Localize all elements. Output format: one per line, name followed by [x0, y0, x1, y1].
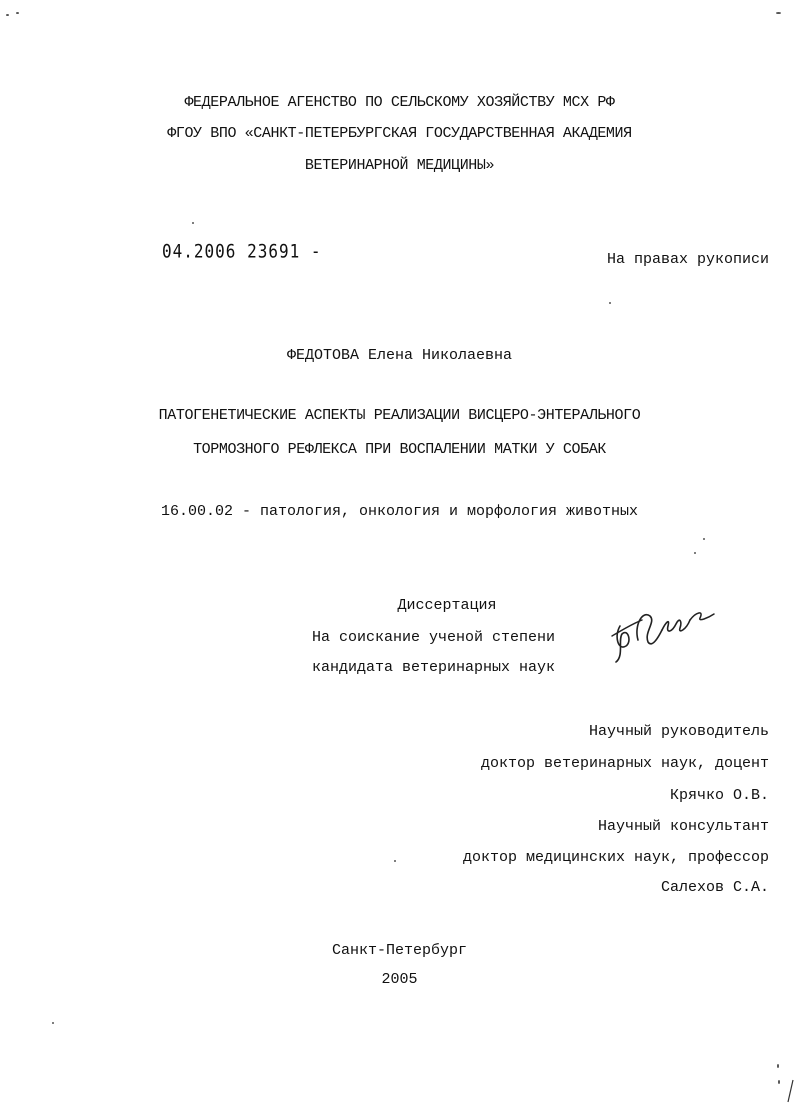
consultant-role: Научный консультант [597, 818, 769, 835]
scan-speck [52, 1022, 54, 1024]
specialty-code: 16.00.02 - патология, онкология и морфология животных [160, 503, 639, 520]
scan-speck [394, 860, 396, 862]
degree-line-3: кандидата ветеринарных наук [312, 659, 556, 676]
supervisor-role: Научный руководитель [588, 723, 769, 740]
author-name: ФЕДОТОВА Елена Николаевна [286, 347, 513, 364]
supervisor-degree: доктор ветеринарных наук, доцент [480, 755, 769, 772]
consultant-name: Салехов С.А. [660, 879, 769, 896]
year: 2005 [381, 971, 418, 988]
scan-speck [776, 12, 781, 14]
scan-speck [192, 222, 194, 224]
city: Санкт-Петербург [331, 942, 468, 959]
author-signature [608, 596, 718, 666]
scan-speck [16, 12, 19, 14]
scan-speck [703, 538, 705, 540]
institution-line-2: ФГОУ ВПО «САНКТ-ПЕТЕРБУРГСКАЯ ГОСУДАРСТВЕННАЯ АКАДЕМИЯ [167, 125, 632, 142]
institution-line-1: ФЕДЕРАЛЬНОЕ АГЕНСТВО ПО СЕЛЬСКОМУ ХОЗЯЙСТВУ МСХ РФ [184, 94, 615, 111]
scan-speck [6, 14, 9, 16]
scan-speck [778, 1080, 780, 1084]
manuscript-note: На правах рукописи [606, 251, 769, 268]
registration-number-stamp: 04.2006 23691 - [162, 240, 322, 262]
supervisor-name: Крячко О.В. [669, 787, 769, 804]
consultant-degree: доктор медицинских наук, профессор [462, 849, 769, 866]
title-line-2: ТОРМОЗНОГО РЕФЛЕКСА ПРИ ВОСПАЛЕНИИ МАТКИ У СОБАК [193, 441, 606, 458]
scan-speck [694, 552, 696, 554]
dissertation-label: Диссертация [397, 597, 497, 614]
scan-speck [609, 302, 611, 304]
degree-line-2: На соискание ученой степени [312, 629, 556, 646]
scan-mark [784, 1078, 796, 1106]
title-line-1: ПАТОГЕНЕТИЧЕСКИЕ АСПЕКТЫ РЕАЛИЗАЦИИ ВИСЦЕРО-ЭНТЕРАЛЬНОГО [158, 407, 641, 424]
scan-speck [777, 1064, 779, 1068]
institution-line-3: ВЕТЕРИНАРНОЙ МЕДИЦИНЫ» [304, 157, 495, 174]
